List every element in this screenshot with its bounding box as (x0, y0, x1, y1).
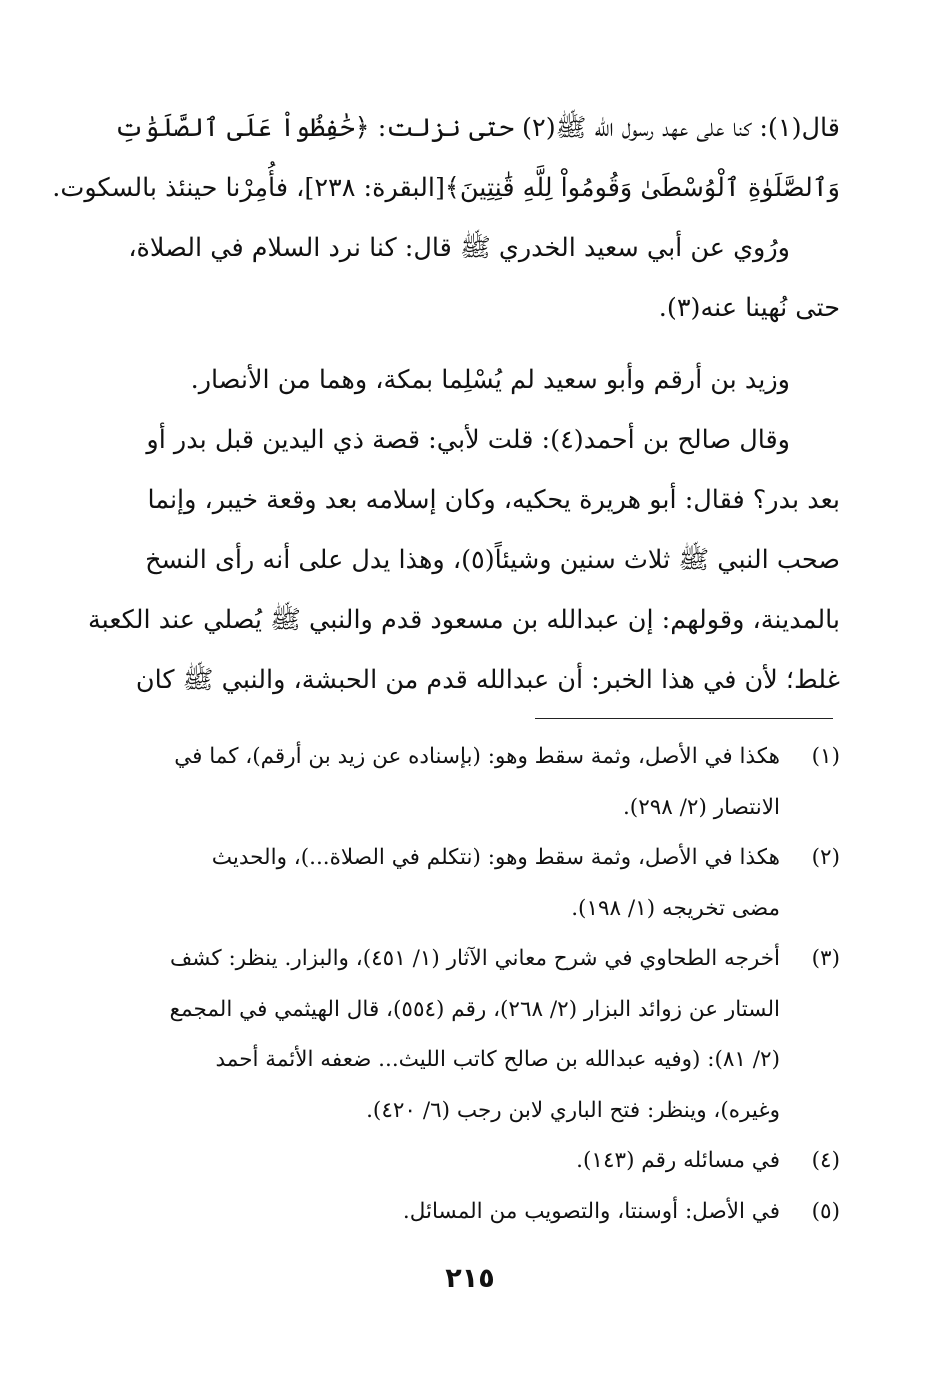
footnote-text (100, 934, 780, 1136)
text-line: وَٱلصَّلَوٰةِ ٱلْوُسْطَىٰ وَقُومُواْ لِلَّهِ قَٰنِتِينَ﴾[البقرة: ٢٣٨]، فأُمِرْنا حينئذ بالسكوت. (52, 173, 840, 203)
footnote-2 (100, 833, 840, 934)
footnote-line: أخرجه الطحاوي في شرح معاني الآثار (١/ ٤٥١)، والبزار. ينظر: كشف (169, 946, 780, 971)
footnote-line: في الأصل: أوسنتا، والتصويب من المسائل. (402, 1198, 780, 1224)
footnote-5 (100, 1187, 840, 1238)
footnote-line: (٢/ ٨١): (وفيه عبدالله بن صالح كاتب الليث... ضعفه الأئمة أحمد (215, 1047, 780, 1072)
text-line: وقال صالح بن أحمد(٤): قلت لأبي: قصة ذي اليدين قبل بدر أو (146, 425, 790, 455)
main-text (52, 98, 840, 710)
text-line: صحب النبي ﷺ ثلاث سنين وشيئاً(٥)، وهذا يدل على أنه رأى النسخ (145, 545, 840, 575)
footnote-1 (100, 732, 840, 833)
footnote-number: (٢) (811, 845, 840, 870)
footnote-number: (١) (811, 744, 840, 769)
text-line: حتى نُهينا عنه(٣). (658, 293, 840, 323)
footnote-line: وغيره)، وينظر: فتح الباري لابن رجب (٦/ ٤٢٠). (366, 1097, 780, 1123)
paragraph-3 (100, 350, 840, 410)
footnote-line: هكذا في الأصل، وثمة سقط وهو: (نتكلم في الصلاة...)، والحديث (211, 845, 780, 870)
text-line: بعد بدر؟ فقال: أبو هريرة يحكيه، وكان إسلامه بعد وقعة خيبر، وإنما (147, 485, 840, 515)
footnote-text (100, 1187, 780, 1238)
footnote-number: (٤) (811, 1148, 840, 1173)
footnotes (100, 732, 840, 1237)
footnote-text (100, 833, 780, 934)
footnote-4 (100, 1136, 840, 1187)
footnote-line: الانتصار (٢/ ٢٩٨). (622, 794, 780, 820)
text-line: غلط؛ لأن في هذا الخبر: أن عبدالله قدم من الحبشة، والنبي ﷺ كان (135, 665, 840, 695)
footnote-3 (100, 934, 840, 1136)
footnote-line: هكذا في الأصل، وثمة سقط وهو: (بإسناده عن زيد بن أرقم)، كما في (174, 744, 780, 769)
footnote-number: (٣) (811, 946, 840, 971)
footnote-line: مضى تخريجه (١/ ١٩٨). (571, 895, 780, 921)
footnote-line: في مسائله رقم (١٤٣). (576, 1148, 780, 1173)
text-line: بالمدينة، وقولهم: إن عبدالله بن مسعود قدم والنبي ﷺ يُصلي عند الكعبة (88, 605, 840, 635)
footnote-text (100, 1136, 780, 1187)
text-line: قال(١): كنا على عهد رسول الله ﷺ(٢) حتى نزلت: ﴿حَٰفِظُواْ عَلَى ٱلصَّلَوَٰتِ (114, 113, 840, 143)
footnote-separator (535, 718, 833, 719)
paragraph-4 (88, 410, 840, 710)
footnote-text (100, 732, 780, 833)
text-line: وزيد بن أرقم وأبو سعيد لم يُسْلِما بمكة، وهما من الأنصار. (190, 365, 790, 395)
page-number: ٢١٥ (445, 1263, 495, 1294)
paragraph-2 (100, 218, 840, 338)
footnote-line: الستار عن زوائد البزار (٢/ ٢٦٨)، رقم (٥٥٤)، قال الهيثمي في المجمع (169, 996, 780, 1022)
paragraph-1 (52, 98, 840, 218)
text-line: ورُوي عن أبي سعيد الخدري ﷺ قال: كنا نرد السلام في الصلاة، (128, 233, 790, 263)
footnote-number: (٥) (811, 1198, 840, 1224)
